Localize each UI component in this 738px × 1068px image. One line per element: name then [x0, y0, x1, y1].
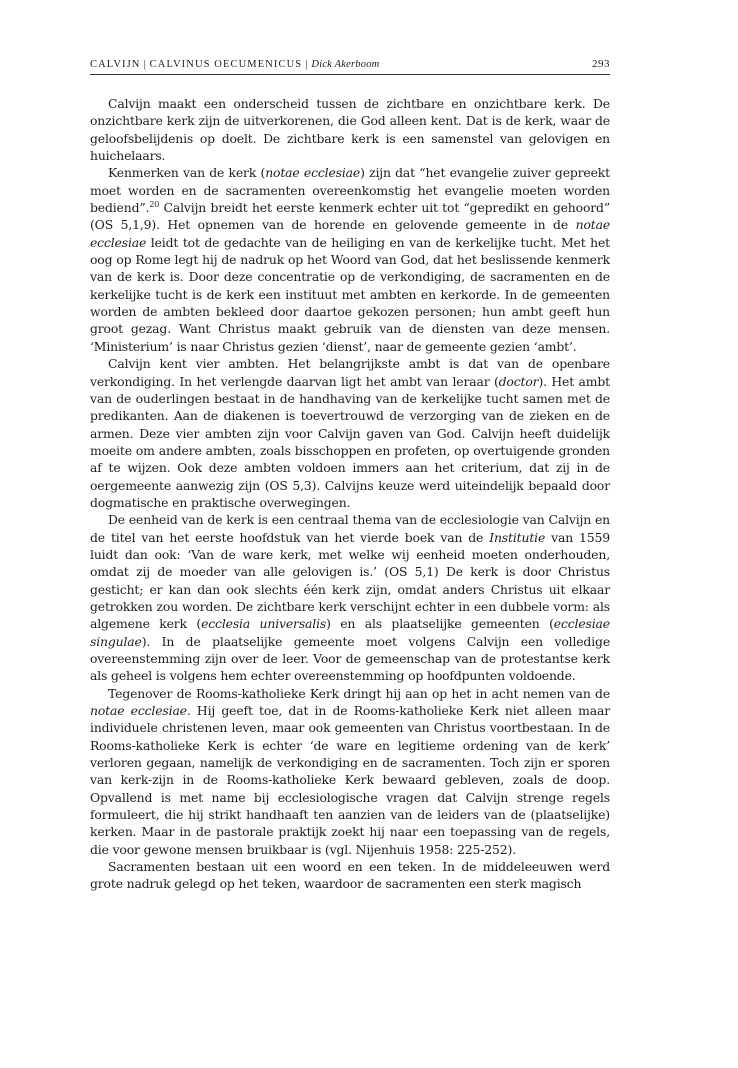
text-run: Sacramenten bestaan uit een woord en een teken. In de middeleeuwen werd grote nadruk gelegd op het teken, waardoor de sacramenten een sterk magisch [90, 859, 610, 892]
footnote-reference[interactable]: 20 [149, 199, 160, 209]
text-run: ). Het ambt van de ouderlingen bestaat in de handhaving van de kerkelijke tucht samen met de predikanten. Aan de diakenen is toevertrouwd de verzorging van de zieken en de armen. Deze vier ambten zijn voor Calvijn gaven van God. Calvijn heeft duidelijk moeite om andere ambten, zoals bisschoppen en profeten, op overtuigende gronden af te wijzen. Ook deze ambten voldoen immers aan het criterium, dat zij in de oergemeente aanwezig zijn (OS 5,3). Calvijns keuze werd uiteindelijk bepaald door dogmatische en praktische overwegingen. [90, 373, 610, 510]
book-page [90, 58, 610, 893]
text-run: Kenmerken van de kerk ( [108, 165, 266, 181]
text-run: De eenheid van de kerk is een centraal thema van de ecclesiologie van Calvijn en de titel van het eerste hoofdstuk van het vierde boek van de [90, 512, 610, 545]
text-run: Calvijn maakt een onderscheid tussen de zichtbare en onzichtbare kerk. De onzichtbare kerk zijn de uitverkorenen, die God alleen kent. Dat is de kerk, waar de geloofsbelijdenis op doelt. De zichtbare kerk is een samenstel van gelovigen en huichelaars. [90, 96, 610, 164]
italic-term: notae ecclesiae [90, 703, 187, 719]
header-separator: | [305, 59, 309, 70]
text-run: Tegenover de Rooms-katholieke Kerk dringt hij aan op het in acht nemen van de [108, 685, 610, 701]
paragraph [90, 355, 610, 511]
running-header-title [90, 59, 379, 70]
article-title: CALVINUS OECUMENICUS [149, 59, 303, 70]
text-run: ) en als plaatselijke gemeenten ( [326, 616, 554, 632]
italic-term: notae ecclesiae [265, 165, 361, 181]
italic-term: Institutie [489, 529, 546, 545]
text-run: Calvijn breidt het eerste kenmerk echter uit tot “gepredikt en gehoord” (OS 5,1,9). Het opnemen van de horende en gelovende gemeente in de [90, 200, 610, 233]
header-separator: | [143, 59, 147, 70]
text-run: ) zijn dat “het evangelie zuiver gepreekt moet worden en de sacramenten overeenkomstig het evangelie moeten worden bediend”. [90, 165, 610, 216]
text-run: van 1559 luidt dan ook: ‘Van de ware kerk, met welke wij eenheid moeten onderhouden, omdat zij de moeder van alle gelovigen is.’ (OS 5,1) De kerk is door Christus gesticht; er kan dan ook slechts één kerk zijn, omdat anders Christus uit elkaar getrokken zou worden. De zichtbare kerk verschijnt echter in een dubbele vorm: als algemene kerk ( [90, 529, 610, 632]
italic-term: doctor [498, 373, 539, 389]
paragraph [90, 511, 610, 684]
paragraph [90, 685, 610, 858]
italic-term: ecclesiae singulae [90, 616, 610, 649]
running-header [90, 58, 610, 75]
text-run: Calvijn kent vier ambten. Het belangrijkste ambt is dat van de openbare verkondiging. In het verlengde daarvan ligt het ambt van leraar ( [90, 356, 610, 389]
italic-term: notae ecclesiae [90, 217, 610, 250]
series-title: CALVIJN [90, 59, 141, 70]
body-text [90, 95, 610, 893]
text-run: . Hij geeft toe, dat in de Rooms-katholieke Kerk niet alleen maar individuele christenen leven, maar ook gemeenten van Christus voortbestaan. In de Rooms-katholieke Kerk is echter ‘de ware en legitieme ordening van de kerk’ verloren gegaan, namelijk de verkondiging en de sacramenten. Toch zijn er sporen van kerk-zijn in de Rooms-katholieke Kerk bewaard gebleven, zoals de doop. Opvallend is met name bij ecclesiologische vragen dat Calvijn strenge regels formuleert, die hij strikt handhaaft ten aanzien van de leiders van de (plaatselijke) kerken. Maar in de pastorale praktijk zoekt hij naar een toepassing van de regels, die voor gewone mensen bruikbaar is (vgl. Nijenhuis 1958: 225-252). [90, 703, 610, 857]
italic-term: ecclesia universalis [201, 616, 327, 632]
text-run: ). In de plaatselijke gemeente moet volgens Calvijn een volledige overeenstemming zijn over de leer. Voor de gemeenschap van de protestantse kerk als geheel is volgens hem echter overeenstemming op hoofdpunten voldoende. [90, 633, 610, 684]
paragraph [90, 95, 610, 164]
text-run: leidt tot de gedachte van de heiliging en van de kerkelijke tucht. Met het oog op Rome legt hij de nadruk op het Woord van God, dat het beslissende kenmerk van de kerk is. Door deze concentratie op de verkondiging, de sacramenten en de kerkelijke tucht is de kerk een instituut met ambten en kerkorde. In de gemeenten worden de ambten bekleed door daartoe gekozen personen; hun ambt geeft hun groot gezag. Want Christus maakt gebruik van de diensten van deze mensen. ‘Ministerium’ is naar Christus gezien ‘dienst’, naar de gemeente gezien ‘ambt’. [90, 234, 610, 354]
paragraph [90, 858, 610, 893]
author-name: Dick Akerboom [311, 59, 380, 70]
paragraph [90, 164, 610, 355]
page-number: 293 [592, 58, 610, 70]
